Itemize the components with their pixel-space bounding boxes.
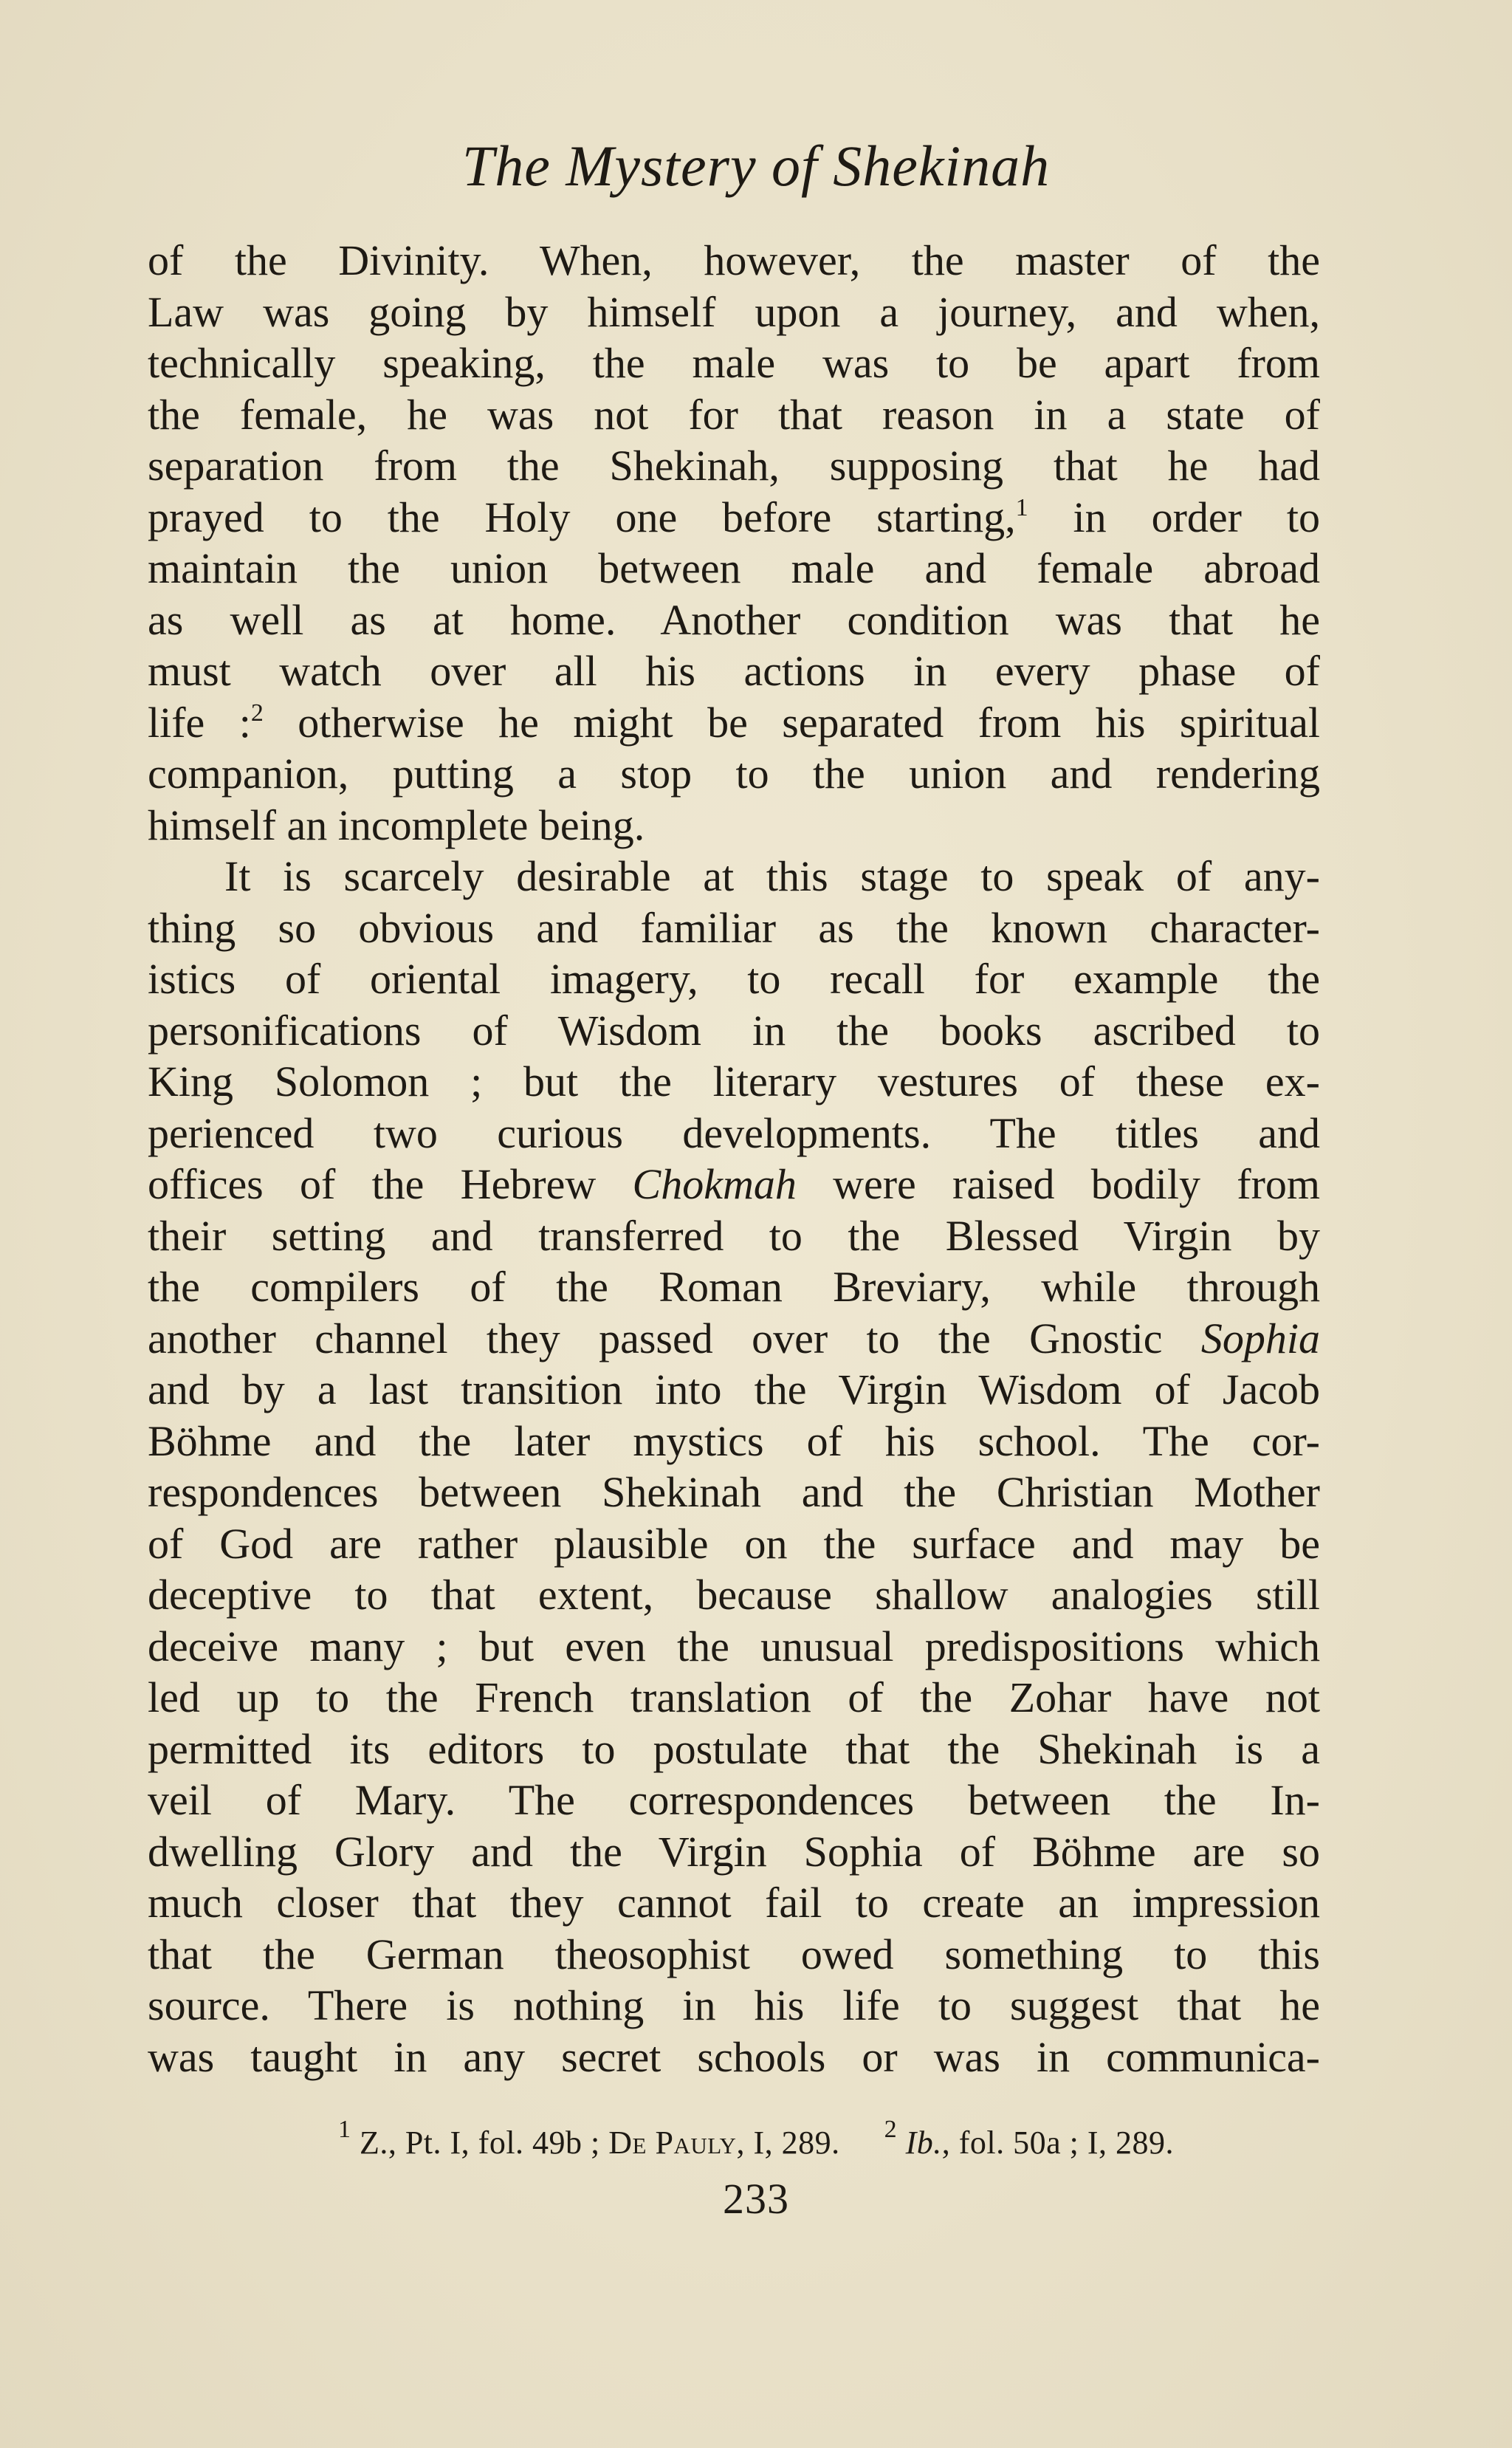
footnote-text: Z., Pt. I, fol. 49b ;: [351, 2125, 609, 2161]
text-segment: offices of the Hebrew: [148, 1160, 633, 1208]
footnotes: [0, 2116, 1512, 2161]
footnote-marker: 1: [337, 2116, 351, 2143]
text-line: of the Divinity. When, however, the master of the: [148, 236, 1320, 284]
text-line: was taught in any secret schools or was in communica-: [148, 2032, 1320, 2081]
text-line: Böhme and the later mystics of his school. The cor-: [148, 1416, 1320, 1465]
text-line: their setting and transferred to the Blessed Virgin by: [148, 1211, 1320, 1260]
page-number: 233: [723, 2175, 789, 2223]
text-line: King Solomon ; but the literary vestures of these ex-: [148, 1057, 1320, 1105]
text-line: Law was going by himself upon a journey, and when,: [148, 287, 1320, 336]
text-line: of God are rather plausible on the surface and may be: [148, 1519, 1320, 1568]
text-line: technically speaking, the male was to be apart from: [148, 339, 1320, 387]
text-line: deceive many ; but even the unusual predispositions which: [148, 1622, 1320, 1670]
footnote-text: , I, 289.: [736, 2125, 840, 2161]
text-segment: another channel they passed over to the Gnostic: [148, 1314, 1201, 1362]
text-segment: life :: [148, 698, 251, 747]
footnote-author: De Pauly: [608, 2125, 737, 2161]
text-line: much closer that they cannot fail to create an impression: [148, 1879, 1320, 1927]
text-line: [148, 1159, 1320, 1210]
text-segment: otherwise he might be separated from his spiritual: [263, 698, 1320, 747]
running-head: The Mystery of Shekinah: [461, 134, 1051, 198]
footnote-marker[interactable]: 1: [1015, 493, 1028, 521]
text-line: himself an incomplete being.: [148, 800, 645, 849]
text-line: thing so obvious and familiar as the known character-: [148, 903, 1320, 952]
text-segment: in order to: [1028, 493, 1320, 541]
text-line: respondences between Shekinah and the Christian Mother: [148, 1468, 1320, 1516]
footnote-marker: 2: [884, 2116, 898, 2143]
footnote-ibid: Ib.: [905, 2125, 942, 2161]
text-line: that the German theosophist owed something to this: [148, 1930, 1320, 1978]
text-line: deceptive to that extent, because shallow analogies still: [148, 1571, 1320, 1619]
text-line: led up to the French translation of the Zohar have not: [148, 1673, 1320, 1721]
text-line: must watch over all his actions in every phase of: [148, 647, 1320, 695]
text-line: [148, 492, 1320, 544]
text-line: and by a last transition into the Virgin Wisdom of Jacob: [148, 1365, 1320, 1413]
text-line: as well as at home. Another condition was that he: [148, 595, 1320, 644]
text-line: companion, putting a stop to the union and rendering: [148, 750, 1320, 798]
text-line: perienced two curious developments. The titles and: [148, 1108, 1320, 1157]
text-line: [148, 1313, 1320, 1365]
footnote-marker[interactable]: 2: [250, 699, 264, 727]
text-line: the compilers of the Roman Breviary, while through: [148, 1263, 1320, 1311]
text-segment: were raised bodily from: [796, 1160, 1320, 1208]
text-line: [148, 697, 1320, 749]
text-segment: prayed to the Holy one before starting,: [148, 493, 1016, 541]
text-line: source. There is nothing in his life to suggest that he: [148, 1981, 1320, 2029]
text-line: permitted its editors to postulate that the Shekinah is a: [148, 1724, 1320, 1773]
body-text: [148, 235, 1320, 2082]
footnote-text: , fol. 50a ; I, 289.: [941, 2125, 1175, 2161]
text-line: personifications of Wisdom in the books ascribed to: [148, 1006, 1320, 1055]
text-line: separation from the Shekinah, supposing that he had: [148, 442, 1320, 490]
italic-term: Chokmah: [632, 1160, 797, 1208]
text-line: dwelling Glory and the Virgin Sophia of Böhme are so: [148, 1827, 1320, 1876]
italic-term: Sophia: [1200, 1314, 1320, 1362]
text-line: istics of oriental imagery, to recall for example the: [148, 955, 1320, 1003]
text-line: It is scarcely desirable at this stage to speak of any-: [224, 852, 1320, 900]
text-line: the female, he was not for that reason in a state of: [148, 390, 1320, 439]
text-line: veil of Mary. The correspondences between the In-: [148, 1776, 1320, 1824]
text-line: maintain the union between male and female abroad: [148, 544, 1320, 592]
